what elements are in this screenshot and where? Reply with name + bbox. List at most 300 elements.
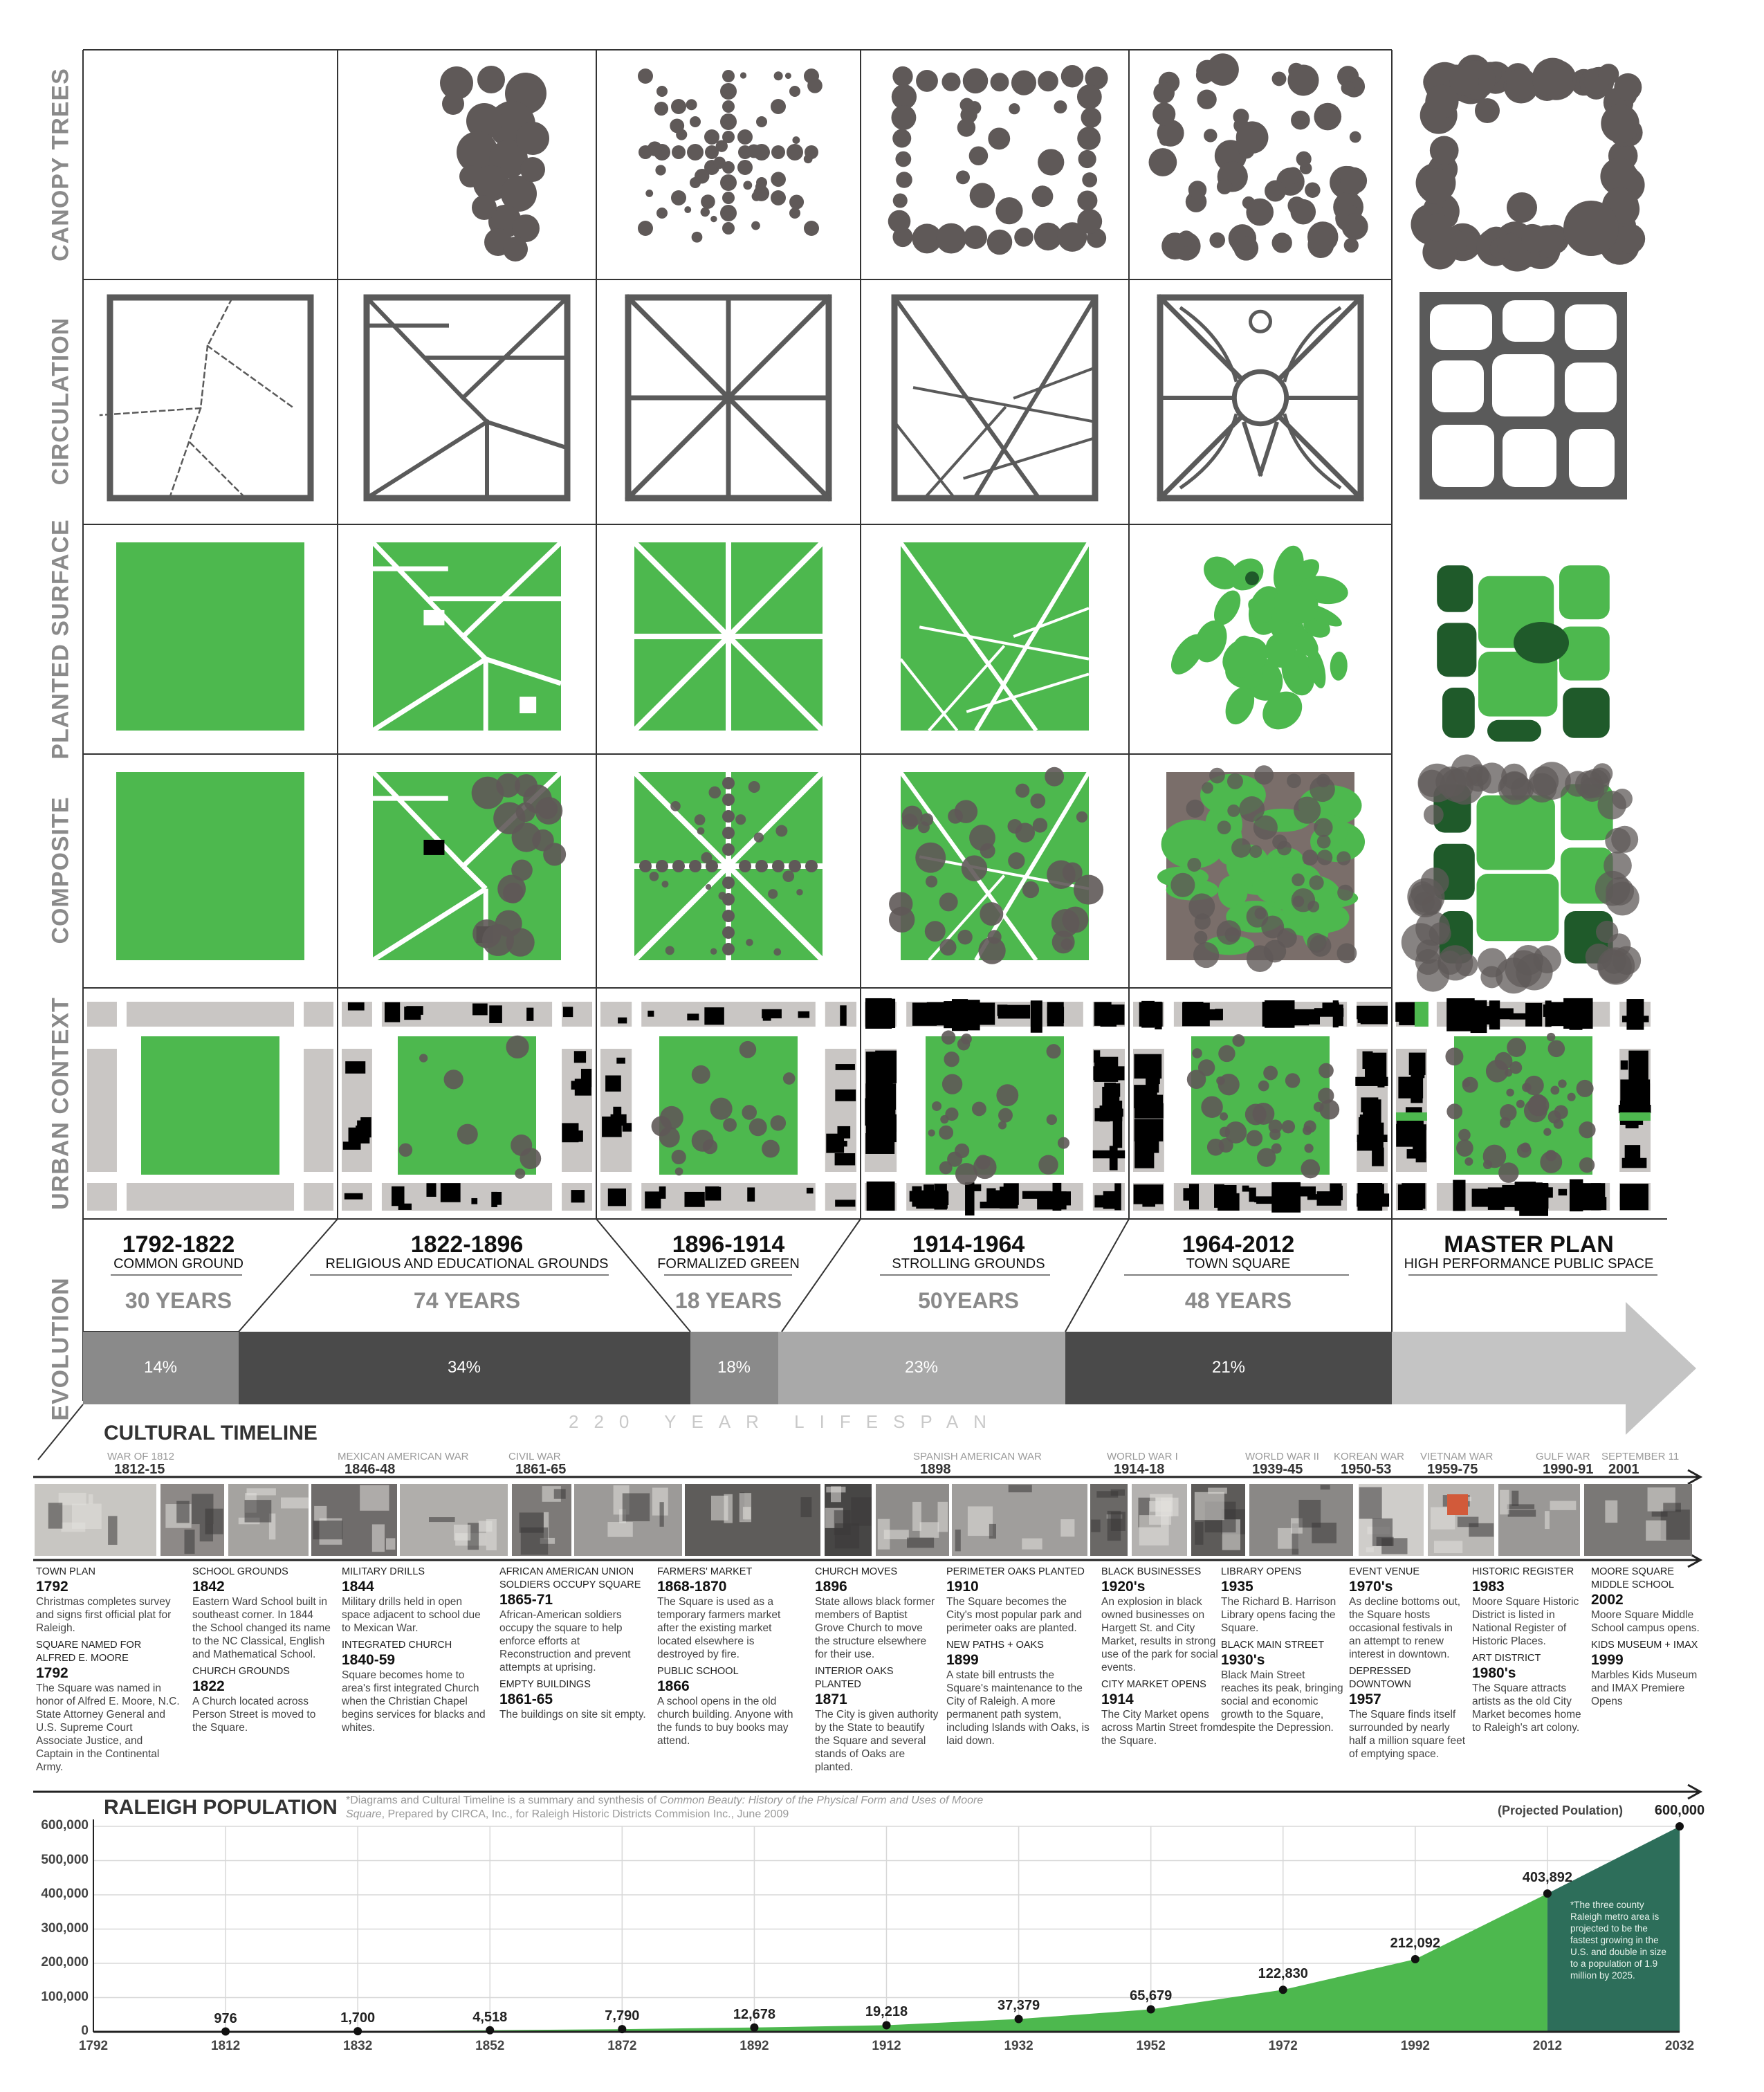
x-tick-label: 1952: [1136, 2039, 1166, 2053]
building: [1357, 1135, 1388, 1142]
building: [881, 1056, 892, 1085]
building: [684, 1192, 704, 1207]
data-point: [1147, 2005, 1155, 2013]
population-title: RALEIGH POPULATION: [104, 1796, 338, 1819]
circulation-path: [1160, 418, 1240, 498]
planted-1792: [116, 542, 304, 731]
historic-photo: [685, 1484, 820, 1556]
building: [1509, 1013, 1535, 1020]
photo-detail: [184, 1530, 194, 1554]
urban-tree: [1558, 1079, 1566, 1088]
building: [1358, 1183, 1383, 1211]
timeline-event: [192, 1566, 331, 1661]
urban-tree: [1550, 1086, 1559, 1095]
building: [526, 1008, 533, 1021]
era-connector: [782, 1219, 861, 1332]
city-block: [127, 1002, 294, 1027]
building: [1591, 1183, 1601, 1210]
y-tick-label: 300,000: [41, 1920, 89, 1936]
composite-tree: [1022, 881, 1039, 898]
composite-tree: [701, 852, 712, 863]
photo-detail: [200, 1524, 213, 1541]
building: [569, 1130, 583, 1141]
circulation-path: [1280, 418, 1361, 498]
photo-detail: [1663, 1503, 1681, 1512]
composite-tree: [1254, 765, 1274, 784]
canopy-tree: [936, 223, 966, 254]
event-year: 1822: [192, 1678, 225, 1694]
composite-tree: [665, 946, 674, 955]
urban-tree: [710, 1098, 733, 1120]
photo-detail: [724, 1494, 732, 1523]
canopy-tree: [1272, 232, 1292, 253]
urban-tree: [1527, 1094, 1549, 1116]
event-text: African-American soldiers occupy the square to help enforce efforts at Reconstruction and prevent attempts at uprising.: [499, 1609, 631, 1673]
urban-tree: [511, 1135, 532, 1156]
row-label-circulation: CIRCULATION: [47, 317, 74, 486]
photo-detail: [660, 1502, 664, 1527]
composite-tree: [1218, 820, 1231, 834]
x-tick-label: 1792: [78, 2039, 109, 2053]
composite-tree: [719, 892, 727, 900]
composite-tree: [1317, 835, 1331, 849]
building: [385, 1002, 400, 1022]
composite-tree: [722, 943, 735, 955]
canopy-tree: [891, 105, 916, 130]
planted-bed-dark: [1245, 571, 1259, 585]
canopy-tree: [672, 145, 686, 159]
canopy-tree: [1082, 172, 1097, 187]
composite-tree: [1187, 858, 1201, 872]
canopy-tree: [1340, 167, 1367, 194]
composite-tree: [1047, 861, 1075, 889]
data-value-label: 19,218: [865, 2004, 908, 2020]
circulation-lawn-cell: [1492, 354, 1554, 416]
composite-tree: [772, 860, 784, 872]
row-label-composite: COMPOSITE: [47, 796, 74, 944]
event-year: 1861-65: [499, 1691, 553, 1707]
data-value-label: 12,678: [733, 2006, 775, 2022]
era-period: MASTER PLAN: [1444, 1231, 1614, 1258]
canopy-tree: [654, 102, 668, 116]
city-block: [87, 1002, 117, 1027]
city-block: [562, 1049, 592, 1172]
event-heading: BLACK BUSINESSES: [1101, 1566, 1202, 1577]
photo-detail: [1512, 1491, 1518, 1506]
canopy-tree: [720, 113, 737, 130]
building: [349, 1128, 361, 1142]
y-tick-label: 200,000: [41, 1955, 89, 1970]
composite-tree: [926, 876, 937, 888]
photo-detail: [486, 1519, 497, 1550]
city-block: [600, 1002, 632, 1027]
canopy-1964: [888, 65, 1108, 255]
composite-tree: [1480, 966, 1503, 988]
timeline-event: [1591, 1639, 1709, 1708]
composite-tree: [1076, 811, 1087, 823]
planted-1896: [634, 542, 823, 731]
timeline-event: [657, 1566, 802, 1661]
building: [392, 1186, 404, 1206]
war-name: SPANISH AMERICAN WAR: [913, 1451, 1042, 1462]
timeline-event-column: [1221, 1566, 1345, 1738]
event-heading: INTEGRATED CHURCH: [342, 1640, 452, 1651]
composite-tree: [1287, 773, 1301, 788]
data-value-label: 65,679: [1130, 1988, 1173, 2004]
composite-tree: [1435, 767, 1466, 797]
canopy-masterplan: [1411, 55, 1645, 271]
building: [1559, 1189, 1568, 1195]
urban-tree: [1218, 1074, 1240, 1095]
event-year: 1792: [36, 1665, 68, 1681]
urban-tree: [998, 1108, 1013, 1123]
era-duration: 50YEARS: [918, 1288, 1019, 1313]
urban-tree: [1464, 1157, 1473, 1166]
canopy-tree: [789, 194, 804, 209]
circulation-path: [100, 408, 201, 415]
canopy-tree: [787, 144, 803, 160]
urban-tree: [1304, 1144, 1313, 1153]
building: [747, 1187, 755, 1201]
photo-detail: [1149, 1501, 1171, 1525]
circulation-path: [925, 408, 1005, 499]
timeline-event: [946, 1566, 1092, 1635]
event-year: 1935: [1221, 1579, 1253, 1595]
timeline-event-column: [1101, 1566, 1222, 1752]
composite-tree: [1195, 913, 1211, 929]
canopy-tree: [1077, 190, 1097, 210]
city-block: [87, 1049, 117, 1172]
canopy-tree: [1272, 71, 1287, 86]
x-tick-label: 1872: [607, 2039, 637, 2053]
urban-context-5: [1395, 998, 1651, 1216]
x-tick-label: 1812: [210, 2039, 241, 2053]
event-text: A school opens in the old church building. Anyone with the funds to buy books may attend.: [657, 1696, 793, 1747]
circulation-path: [1160, 297, 1240, 378]
event-year: 1914: [1101, 1691, 1134, 1707]
war-years: 1950-53: [1341, 1462, 1392, 1477]
source-note: [346, 1794, 983, 1822]
composite-tree: [1016, 823, 1035, 842]
composite-tree: [1061, 938, 1073, 950]
row-label-canopy-trees: CANOPY TREES: [47, 68, 74, 262]
canopy-tree: [716, 140, 728, 152]
canopy-tree: [964, 226, 987, 249]
canopy-tree: [695, 169, 709, 183]
composite-tree: [746, 939, 753, 946]
canopy-tree: [1521, 227, 1547, 253]
canopy-2012: [1149, 53, 1368, 260]
building: [1094, 1050, 1100, 1063]
canopy-tree: [516, 122, 549, 155]
composite-tree: [697, 827, 705, 835]
canopy-tree: [771, 190, 786, 205]
composite-tree: [1336, 851, 1350, 865]
event-text: Marbles Kids Museum and IMAX Premiere Opens: [1591, 1669, 1698, 1707]
canopy-tree: [991, 73, 1009, 91]
building: [571, 1190, 585, 1202]
building: [1103, 1088, 1110, 1117]
photo-strip: [35, 1484, 1692, 1556]
urban-tree: [1506, 1089, 1514, 1097]
building: [404, 1007, 421, 1020]
urban-tree: [939, 1126, 953, 1140]
building: [1621, 1061, 1628, 1070]
x-tick-label: 1832: [343, 2039, 373, 2053]
source-note-text: *Diagrams and Cultural Timeline is a summary and synthesis of: [346, 1795, 660, 1806]
photo-detail: [48, 1503, 62, 1528]
building: [836, 1064, 855, 1070]
canopy-tree: [969, 146, 989, 165]
canopy-tree: [647, 141, 662, 156]
urban-tree: [1038, 1155, 1058, 1174]
building: [1620, 1191, 1646, 1206]
composite-tree: [1225, 927, 1240, 942]
timeline-event-column: [1591, 1566, 1709, 1712]
photo-detail: [1359, 1487, 1382, 1519]
composite-tree: [1417, 959, 1449, 991]
urban-tree: [1319, 1063, 1334, 1079]
building: [865, 1083, 896, 1110]
photo-detail: [938, 1502, 948, 1532]
event-heading: BLACK MAIN STREET: [1221, 1640, 1325, 1651]
data-point: [353, 2027, 362, 2035]
building: [880, 999, 895, 1028]
timeline-event-column: [1472, 1566, 1586, 1738]
canopy-tree: [1077, 209, 1102, 234]
canopy-tree: [713, 156, 726, 169]
urban-tree: [975, 1155, 990, 1169]
photo-detail: [1111, 1489, 1125, 1496]
canopy-tree: [701, 208, 710, 217]
canopy-tree: [720, 205, 737, 221]
circulation-path: [208, 346, 294, 408]
building: [1411, 1075, 1422, 1103]
composite-tree: [773, 948, 781, 956]
planted-2012: [1164, 542, 1350, 737]
era-duration: 74 YEARS: [413, 1288, 521, 1313]
circulation-path: [1260, 424, 1276, 475]
building: [345, 1061, 365, 1074]
timeline-event-column: [815, 1566, 939, 1778]
canopy-tree: [807, 78, 823, 93]
event-heading: MOORE SQUARE MIDDLE SCHOOL: [1591, 1566, 1675, 1590]
canopy-tree: [1061, 65, 1083, 87]
building: [1520, 1182, 1542, 1211]
composite-tree: [1016, 784, 1029, 798]
row-label-evolution: EVOLUTION: [47, 1277, 74, 1421]
timeline-event: [1472, 1566, 1586, 1648]
urban-tree: [1516, 1100, 1525, 1108]
composite-tree: [1186, 800, 1204, 818]
building: [1093, 1150, 1125, 1159]
population-chart: [93, 1819, 1684, 2036]
building: [1224, 1185, 1236, 1209]
building: [1358, 1009, 1385, 1022]
war-years: 1898: [920, 1462, 951, 1477]
composite-tree: [1307, 901, 1319, 912]
canopy-tree: [1614, 73, 1642, 101]
photo-detail: [108, 1516, 117, 1545]
composite-tree: [661, 881, 668, 888]
timeline-event-column: [36, 1566, 181, 1778]
event-year: 1866: [657, 1678, 690, 1694]
composite-tree: [1239, 796, 1265, 822]
data-point: [883, 2021, 891, 2029]
event-heading: SQUARE NAMED FOR ALFRED E. MOORE: [36, 1640, 142, 1664]
planted-1964: [901, 542, 1089, 731]
canopy-tree: [1078, 150, 1096, 168]
circulation-path: [894, 422, 955, 498]
urban-green-strip: [1396, 1112, 1427, 1121]
building: [613, 1107, 621, 1117]
data-point: [1675, 1822, 1684, 1830]
circulation-lawn-cell: [1432, 425, 1494, 487]
urban-tree: [1517, 1144, 1532, 1158]
building: [426, 1183, 436, 1197]
era-period: 1792-1822: [122, 1231, 235, 1258]
composite-tree: [1277, 928, 1297, 948]
era-connector: [1065, 1219, 1129, 1332]
composite-tree: [889, 907, 915, 933]
composite-tree: [957, 930, 972, 944]
photo-detail: [1091, 1520, 1100, 1532]
building: [1411, 1137, 1417, 1144]
building: [1182, 1003, 1210, 1027]
building: [1031, 1000, 1042, 1032]
building: [1004, 1183, 1019, 1204]
planted-lawn: [116, 542, 304, 731]
event-heading: HISTORIC REGISTER: [1472, 1566, 1574, 1577]
timeline-event: [192, 1665, 331, 1734]
war-years: 1846-48: [344, 1462, 396, 1477]
building: [835, 1153, 856, 1165]
composite-tree: [789, 860, 801, 872]
war-name: MEXICAN AMERICAN WAR: [338, 1451, 469, 1462]
canopy-tree: [1341, 81, 1355, 95]
urban-square: [141, 1036, 279, 1175]
composite-tree: [939, 892, 958, 911]
photo-detail: [176, 1501, 190, 1523]
building: [1374, 1123, 1384, 1137]
composite-2012: [1157, 765, 1365, 972]
canopy-tree: [671, 190, 686, 205]
building: [1183, 1188, 1195, 1200]
composite-tree: [1209, 768, 1225, 784]
canopy-tree: [789, 208, 800, 219]
event-heading: EVENT VENUE: [1349, 1566, 1420, 1577]
timeline-event: [499, 1678, 648, 1721]
photo-detail: [386, 1538, 395, 1549]
canopy-tree: [751, 221, 760, 230]
composite-tree: [1424, 805, 1444, 825]
building: [1037, 1191, 1066, 1209]
city-block: [87, 1183, 117, 1211]
circulation-path: [169, 408, 201, 498]
data-point: [618, 2025, 626, 2033]
building: [608, 1189, 626, 1206]
composite-tree: [915, 843, 946, 873]
building: [1355, 1077, 1388, 1086]
planted-bed: [1563, 688, 1610, 738]
era-period: 1822-1896: [410, 1231, 524, 1258]
building: [1317, 1191, 1341, 1206]
canopy-tree: [1152, 102, 1175, 125]
photo-detail: [429, 1517, 455, 1522]
event-text: Eastern Ward School built in southeast corner. In 1844 the School changed its name to the NC Classical, English and Mathematical School.: [192, 1596, 331, 1660]
event-text: A Church located across Person Street is moved to the Square.: [192, 1696, 316, 1734]
composite-tree: [1302, 850, 1318, 865]
canopy-tree: [970, 183, 995, 208]
row-label-planted-surface: PLANTED SURFACE: [47, 519, 74, 760]
composite-tree: [1513, 945, 1543, 975]
urban-tree: [1047, 1044, 1061, 1058]
composite-1896: [634, 772, 823, 960]
planted-bed: [1437, 565, 1473, 612]
composite-tree: [1310, 776, 1335, 802]
canopy-tree: [1188, 181, 1206, 199]
building: [618, 1018, 627, 1024]
building: [574, 1051, 586, 1063]
canopy-tree: [1217, 179, 1232, 194]
canopy-tree: [701, 194, 715, 209]
event-text: The City is given authority by the State to beautify the Square and several stands of Oaks are planted.: [815, 1709, 939, 1773]
building: [1398, 1184, 1423, 1210]
canopy-tree: [896, 172, 912, 188]
event-year: 1930's: [1221, 1652, 1265, 1668]
event-text: Christmas completes survey and signs first official plat for Raleigh.: [36, 1596, 172, 1634]
timeline-event-column: [1349, 1566, 1467, 1765]
projection-callout: *The three county Raleigh metro area is projected to be the fastest growing in the U.S. and double in size to a population of 1.9 million by 2025.: [1570, 1900, 1666, 1981]
composite-masterplan: [1402, 755, 1641, 994]
composite-tree: [768, 889, 778, 899]
data-point: [1411, 1955, 1420, 1963]
canopy-tree: [1314, 103, 1341, 131]
composite-tree: [710, 948, 717, 955]
building: [647, 1011, 654, 1017]
event-text: The Square finds itself surrounded by nearly half a million square feet of emptying space.: [1349, 1709, 1466, 1760]
photo-detail: [623, 1493, 650, 1521]
circulation-path: [463, 297, 567, 398]
circulation-lawn-cell: [1430, 304, 1492, 350]
urban-tree: [1486, 1060, 1509, 1083]
y-tick-label: 100,000: [41, 1989, 89, 2004]
urban-tree: [1247, 1130, 1263, 1146]
canopy-tree: [1197, 90, 1216, 109]
era-period: 1964-2012: [1182, 1231, 1295, 1258]
timeline-event: [1472, 1652, 1586, 1734]
composite-tree: [1193, 942, 1219, 968]
canopy-tree: [671, 99, 686, 114]
event-text: The buildings on site sit empty.: [499, 1709, 646, 1721]
canopy-tree: [1305, 183, 1320, 198]
timeline-event-column: [946, 1566, 1092, 1752]
war-name: VIETNAM WAR: [1420, 1451, 1494, 1462]
composite-tree: [1247, 945, 1274, 972]
event-text: The Square was named in honor of Alfred E. Moore, N.C. State Attorney General and U.S. Supreme Court Associate Justice, and Captain in the Continental Army.: [36, 1682, 180, 1773]
urban-tree: [672, 1150, 686, 1164]
urban-tree: [1269, 1129, 1280, 1140]
building: [1628, 1051, 1648, 1083]
data-value-label: 122,830: [1258, 1966, 1308, 1982]
canopy-tree: [1077, 127, 1101, 150]
event-heading: FARMERS' MARKET: [657, 1566, 753, 1577]
composite-1792: [116, 772, 304, 960]
circulation-lawn-cell: [1503, 300, 1554, 342]
canopy-tree: [740, 72, 746, 78]
building: [348, 1002, 365, 1011]
planted-bed: [1559, 627, 1610, 681]
